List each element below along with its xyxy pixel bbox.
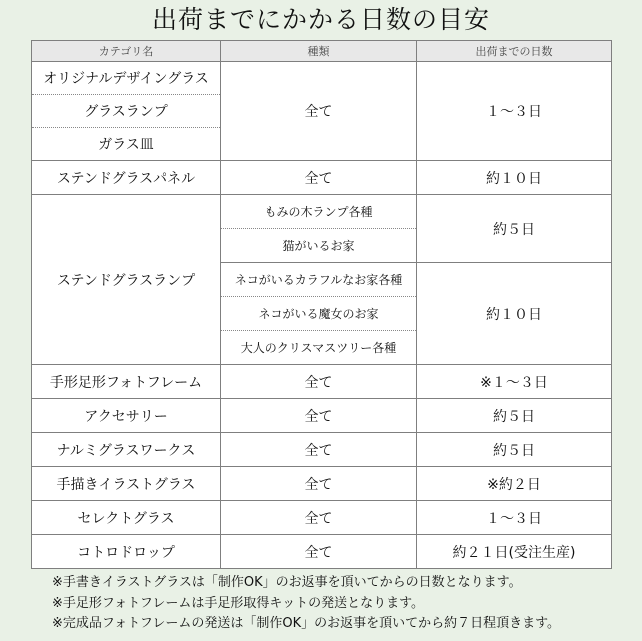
days-cell: 約１０日 xyxy=(417,263,612,365)
page-title: 出荷までにかかる日数の目安 xyxy=(151,5,490,34)
table-row xyxy=(32,399,612,433)
footnote: ※手足形フォトフレームは手足形取得キットの発送となります。 xyxy=(52,595,425,611)
days-cell: １～３日 xyxy=(417,62,612,161)
type-cell: 全て xyxy=(221,467,417,501)
type-cell: 全て xyxy=(221,62,417,161)
type-cell: 全て xyxy=(221,365,417,399)
days-cell: １～３日 xyxy=(417,501,612,535)
category-cell: グラスランプ xyxy=(32,95,221,128)
header-category: カテゴリ名 xyxy=(32,41,221,62)
days-cell: 約５日 xyxy=(417,433,612,467)
table-row xyxy=(32,535,612,569)
days-cell: 約５日 xyxy=(417,399,612,433)
category-cell: ナルミグラスワークス xyxy=(32,433,221,467)
days-cell: ※１～３日 xyxy=(417,365,612,399)
shipping-days-table xyxy=(31,40,612,569)
type-cell: 全て xyxy=(221,501,417,535)
category-cell: オリジナルデザイングラス xyxy=(32,62,221,95)
category-cell: コトロドロップ xyxy=(32,535,221,569)
category-cell: 手描きイラストグラス xyxy=(32,467,221,501)
footnotes xyxy=(52,573,632,635)
category-cell: ガラス皿 xyxy=(32,128,221,161)
table-row xyxy=(32,195,612,229)
table-row xyxy=(32,365,612,399)
days-cell: 約５日 xyxy=(417,195,612,263)
table-row xyxy=(32,433,612,467)
table-row xyxy=(32,161,612,195)
subtype-cell: 猫がいるお家 xyxy=(221,229,417,263)
footnote: ※完成品フォトフレームの発送は「制作OK」のお返事を頂いてから約７日程頂きます。 xyxy=(52,616,561,631)
type-cell: 全て xyxy=(221,535,417,569)
category-cell: ステンドグラスパネル xyxy=(32,161,221,195)
category-cell: アクセサリー xyxy=(32,399,221,433)
category-cell: 手形足形フォトフレーム xyxy=(32,365,221,399)
type-cell: 全て xyxy=(221,399,417,433)
subtype-cell: ネコがいる魔女のお家 xyxy=(221,297,417,331)
header-type: 種類 xyxy=(221,41,417,62)
days-cell: 約１０日 xyxy=(417,161,612,195)
subtype-cell: もみの木ランプ各種 xyxy=(221,195,417,229)
subtype-cell: 大人のクリスマスツリー各種 xyxy=(221,331,417,365)
category-cell: セレクトグラス xyxy=(32,501,221,535)
table-row xyxy=(32,501,612,535)
header-days: 出荷までの日数 xyxy=(417,41,612,62)
subtype-cell: ネコがいるカラフルなお家各種 xyxy=(221,263,417,297)
days-cell: 約２１日(受注生産) xyxy=(417,535,612,569)
footnote: ※手書きイラストグラスは「制作OK」のお返事を頂いてからの日数となります。 xyxy=(52,575,522,590)
type-cell: 全て xyxy=(221,161,417,195)
category-cell: ステンドグラスランプ xyxy=(32,195,221,365)
table-row xyxy=(32,467,612,501)
header-row xyxy=(32,41,612,62)
days-cell: ※約２日 xyxy=(417,467,612,501)
table-row xyxy=(32,62,612,95)
type-cell: 全て xyxy=(221,433,417,467)
